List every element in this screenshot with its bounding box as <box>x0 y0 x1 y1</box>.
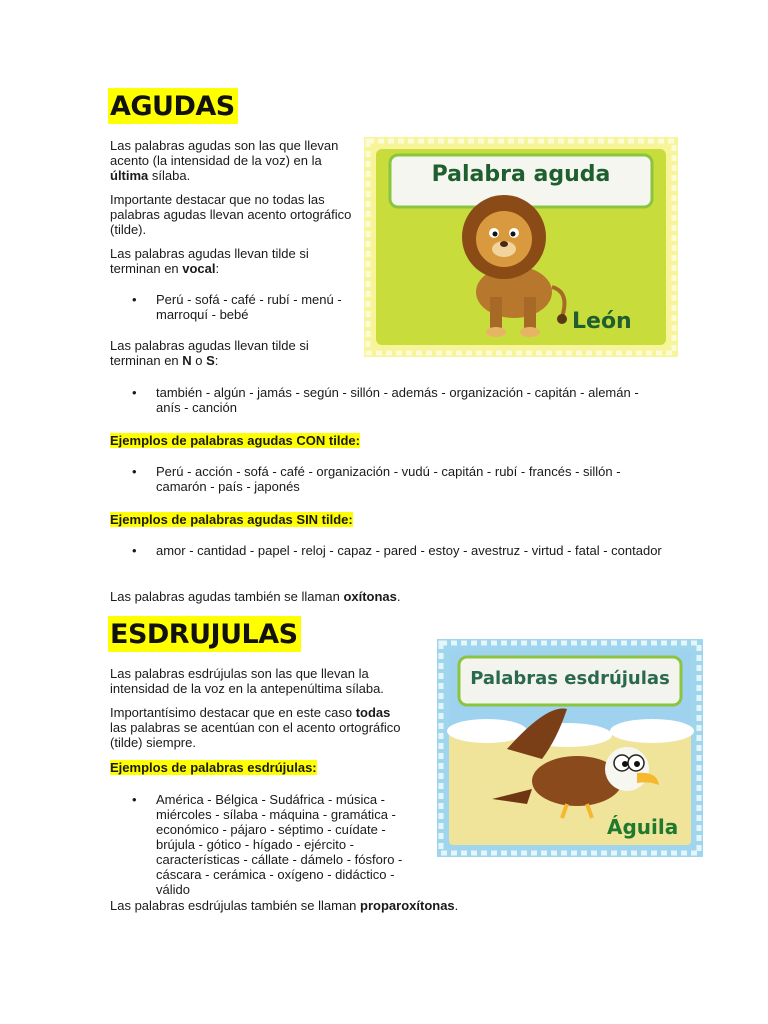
eagle-image <box>437 639 703 857</box>
eagle-image-caption: Águila <box>607 815 679 839</box>
esdrujulas-definition: Las palabras esdrújulas son las que llevan la intensidad de la voz en la antepenúltima sílaba. <box>110 666 384 696</box>
agudas-vocal-list: • Perú - sofá - café - rubí - menú - marroquí - bebé <box>132 292 342 322</box>
agudas-note: Importante destacar que no todas las palabras agudas llevan acento ortográfico (tilde). <box>110 192 352 237</box>
esdrujulas-examples-heading: Ejemplos de palabras esdrújulas: <box>110 760 317 775</box>
esdrujulas-heading: ESDRUJULAS <box>108 616 301 652</box>
esdrujulas-list: • América - Bélgica - Sudáfrica - música - miércoles - sílaba - máquina - gramática - económico - pájaro - séptimo - cuídate - brújula - gótico - hígado - ejército - características - cállate - dámelo - fósforo - cáscara - cerámica - oxígeno - didáctico - válido <box>132 792 403 897</box>
lion-image-title: Palabra aguda <box>431 162 611 187</box>
agudas-ns-list: • también - algún - jamás - según - sillón - además - organización - capitán - alemán - anís - canción <box>132 385 639 415</box>
esdrujulas-closing: Las palabras esdrújulas también se llaman proparoxítonas. <box>110 898 459 913</box>
bullet: • <box>132 385 137 400</box>
agudas-definition: Las palabras agudas son las que llevan acento (la intensidad de la voz) en la última sílaba. <box>110 138 339 183</box>
bullet: • <box>132 464 137 479</box>
bullet: • <box>132 792 137 807</box>
agudas-heading: AGUDAS <box>108 88 238 124</box>
eagle-image-title: Palabras esdrújulas <box>470 668 670 689</box>
lion-image-caption: León <box>572 309 632 334</box>
agudas-closing: Las palabras agudas también se llaman oxítonas. <box>110 589 401 604</box>
bullet: • <box>132 292 137 307</box>
esdrujulas-note: Importantísimo destacar que en este caso todas las palabras se acentúan con el acento ortográfico (tilde) siempre. <box>110 705 401 750</box>
agudas-sin-tilde-list: • amor - cantidad - papel - reloj - capaz - pared - estoy - avestruz - virtud - fatal - contador <box>132 543 662 558</box>
lion-image <box>364 137 678 357</box>
agudas-con-tilde-heading: Ejemplos de palabras agudas CON tilde: <box>110 433 360 448</box>
bullet: • <box>132 543 137 558</box>
agudas-con-tilde-list: • Perú - acción - sofá - café - organización - vudú - capitán - rubí - francés - sillón - camarón - país - japonés <box>132 464 621 494</box>
agudas-ns-rule: Las palabras agudas llevan tilde si terminan en N o S: <box>110 338 309 368</box>
agudas-vocal-rule: Las palabras agudas llevan tilde si terminan en vocal: <box>110 246 309 276</box>
agudas-sin-tilde-heading: Ejemplos de palabras agudas SIN tilde: <box>110 512 353 527</box>
